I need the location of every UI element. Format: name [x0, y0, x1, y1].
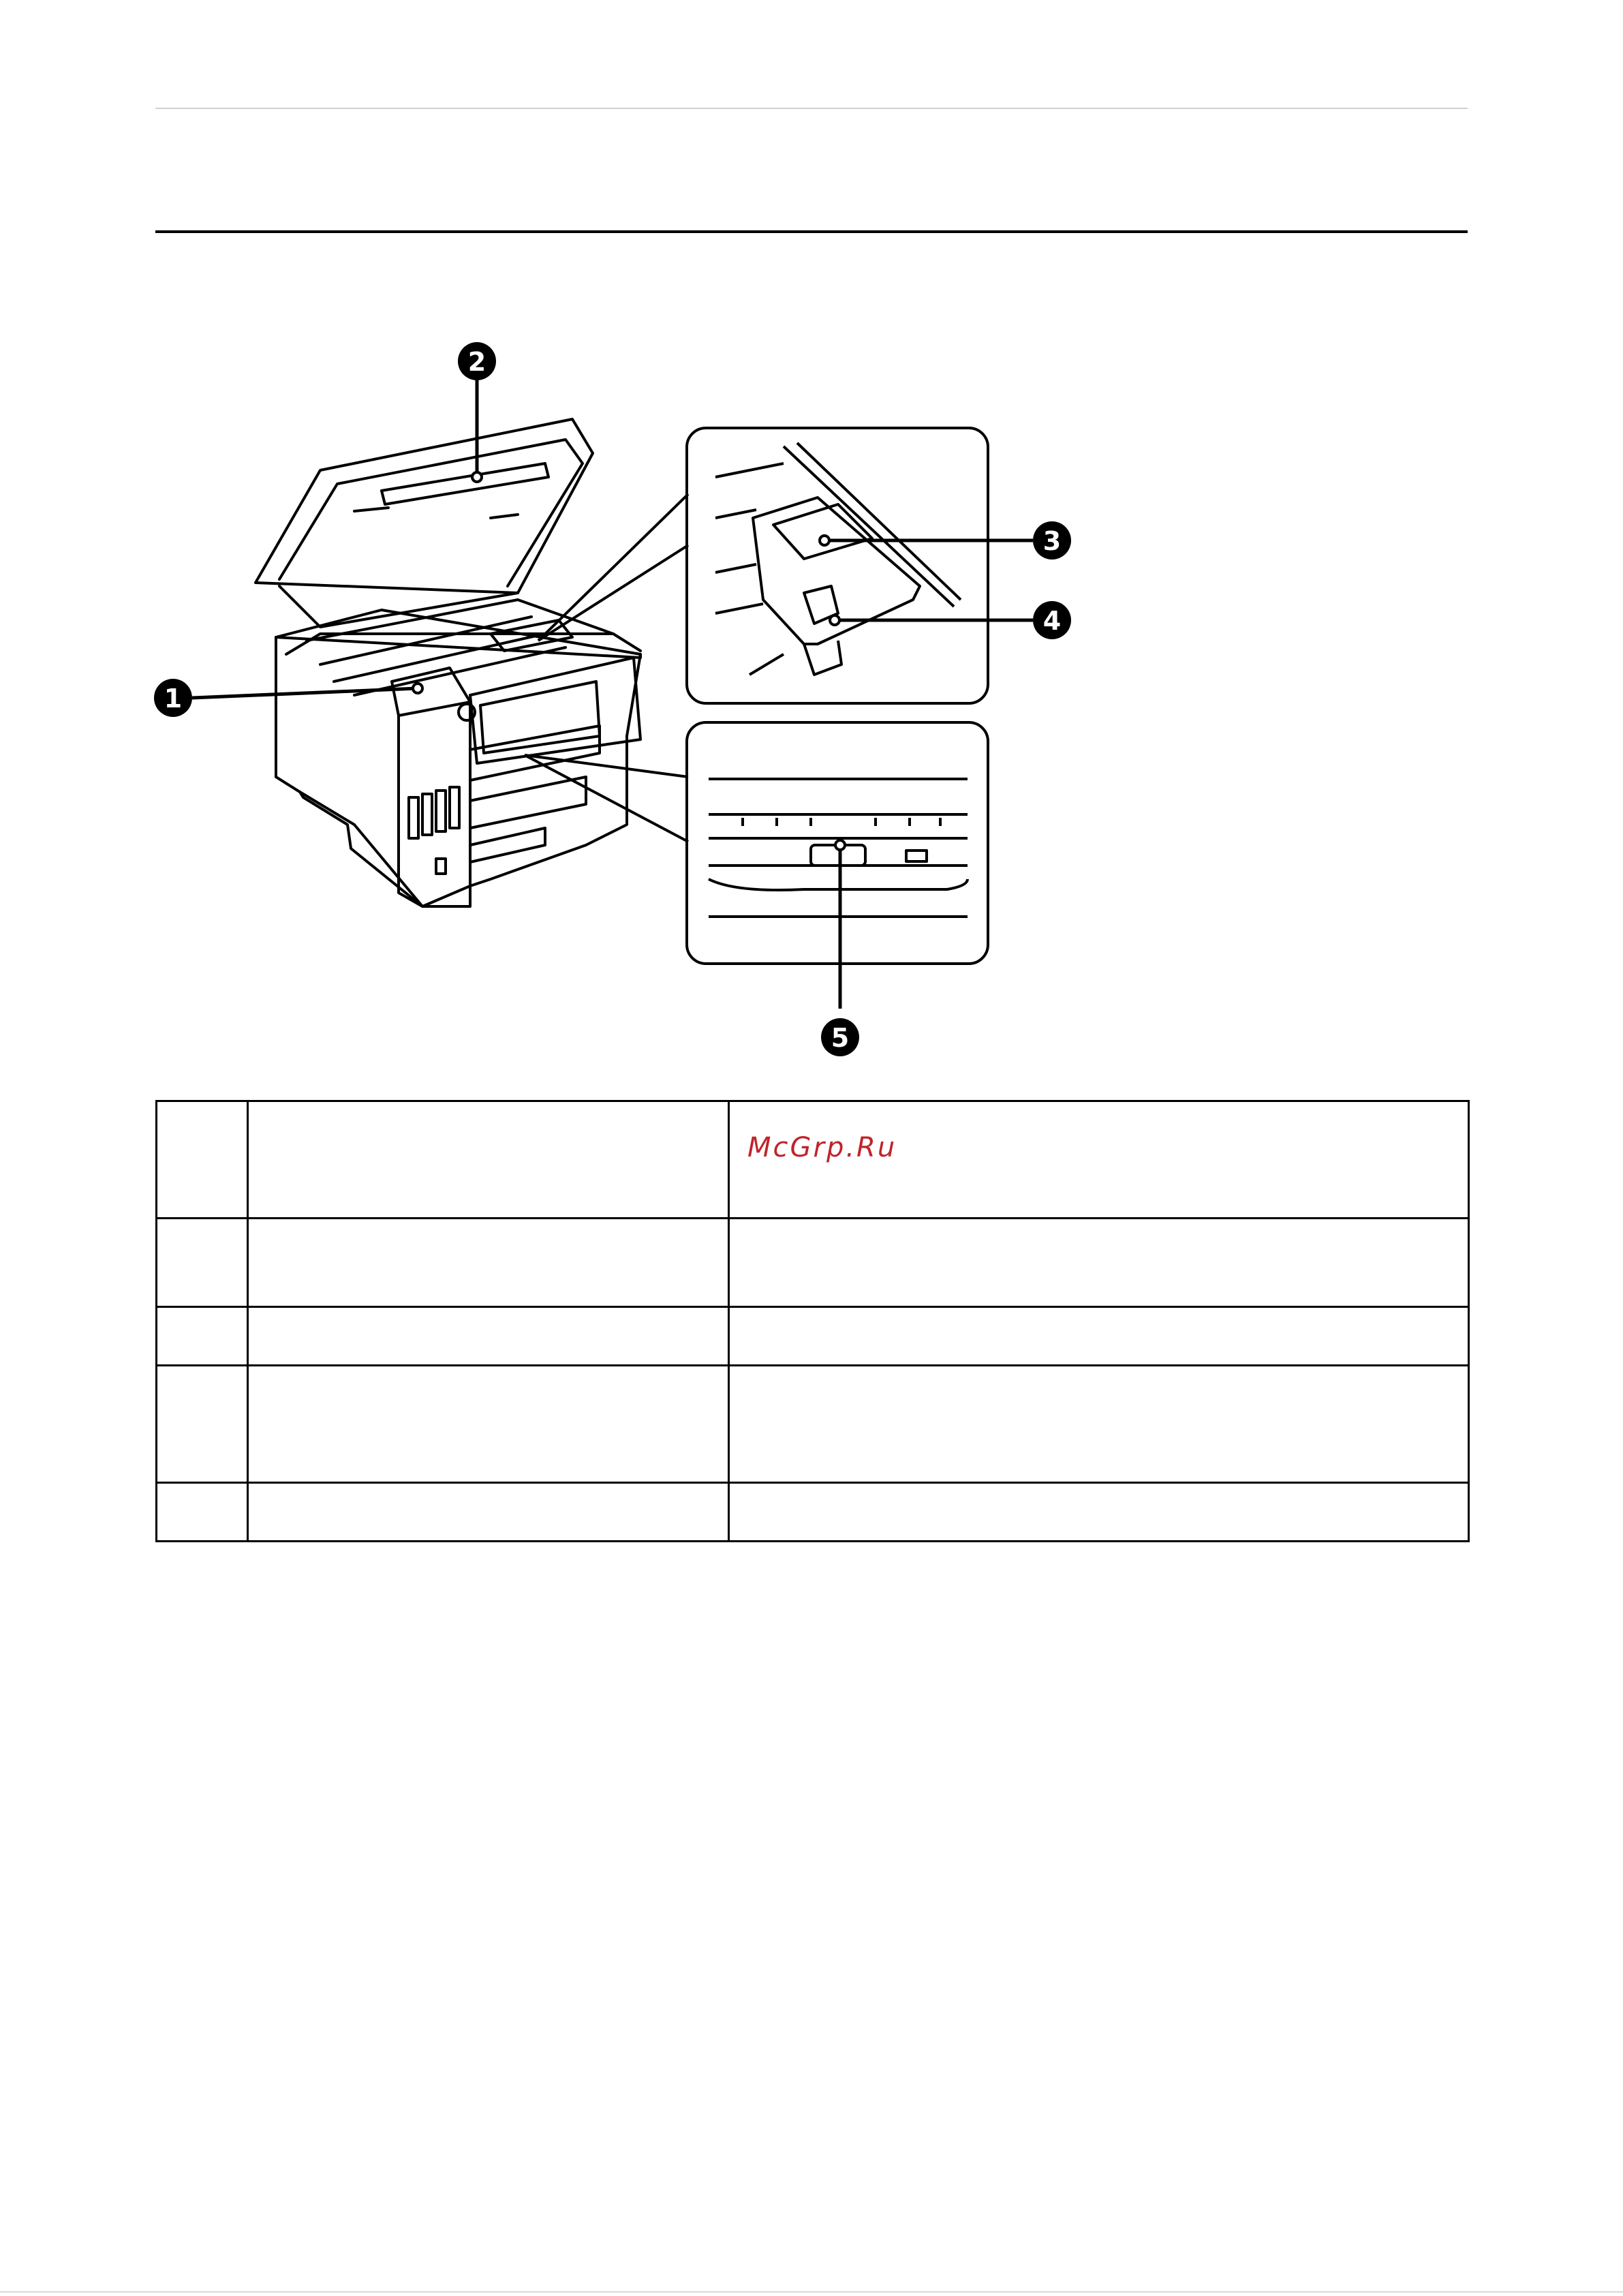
row-number: [157, 1307, 248, 1366]
part-name: [248, 1101, 729, 1219]
row-number: [157, 1366, 248, 1483]
row-number: [157, 1483, 248, 1542]
table-row: [157, 1307, 1469, 1366]
callout-4-number: 4: [1042, 606, 1062, 636]
part-name: [248, 1307, 729, 1366]
zoom-boxes: [687, 428, 988, 964]
callout-2-number: 2: [467, 347, 486, 377]
row-number: [157, 1101, 248, 1219]
part-name: [248, 1219, 729, 1307]
printer-illustration: [0, 0, 1623, 1077]
table-row: [157, 1366, 1469, 1483]
callout-1: [154, 679, 192, 717]
callout-2: [458, 342, 496, 380]
part-description: [729, 1219, 1469, 1307]
callout-1-number: 1: [164, 684, 183, 714]
table-row: [157, 1219, 1469, 1307]
part-description: [729, 1307, 1469, 1366]
part-description: [729, 1366, 1469, 1483]
parts-table: [155, 1100, 1470, 1542]
zoom-detail-print-head: [715, 443, 961, 675]
part-description: [729, 1101, 1469, 1219]
callout-4: [1033, 601, 1071, 639]
watermark-text: McGrp.Ru: [747, 1132, 897, 1163]
table-row: [157, 1101, 1469, 1219]
callout-anchors: [413, 472, 845, 850]
callout-5: [821, 1018, 859, 1056]
callout-3-number: 3: [1042, 526, 1062, 556]
printer-drawing: [256, 419, 640, 906]
part-name: [248, 1483, 729, 1542]
bottom-edge-marks: [0, 2290, 1623, 2294]
part-name: [248, 1366, 729, 1483]
part-description: [729, 1483, 1469, 1542]
callout-5-number: 5: [831, 1023, 850, 1053]
table-row: [157, 1483, 1469, 1542]
zoom-leader-lines: [525, 494, 688, 842]
row-number: [157, 1219, 248, 1307]
callout-3: [1033, 521, 1071, 560]
